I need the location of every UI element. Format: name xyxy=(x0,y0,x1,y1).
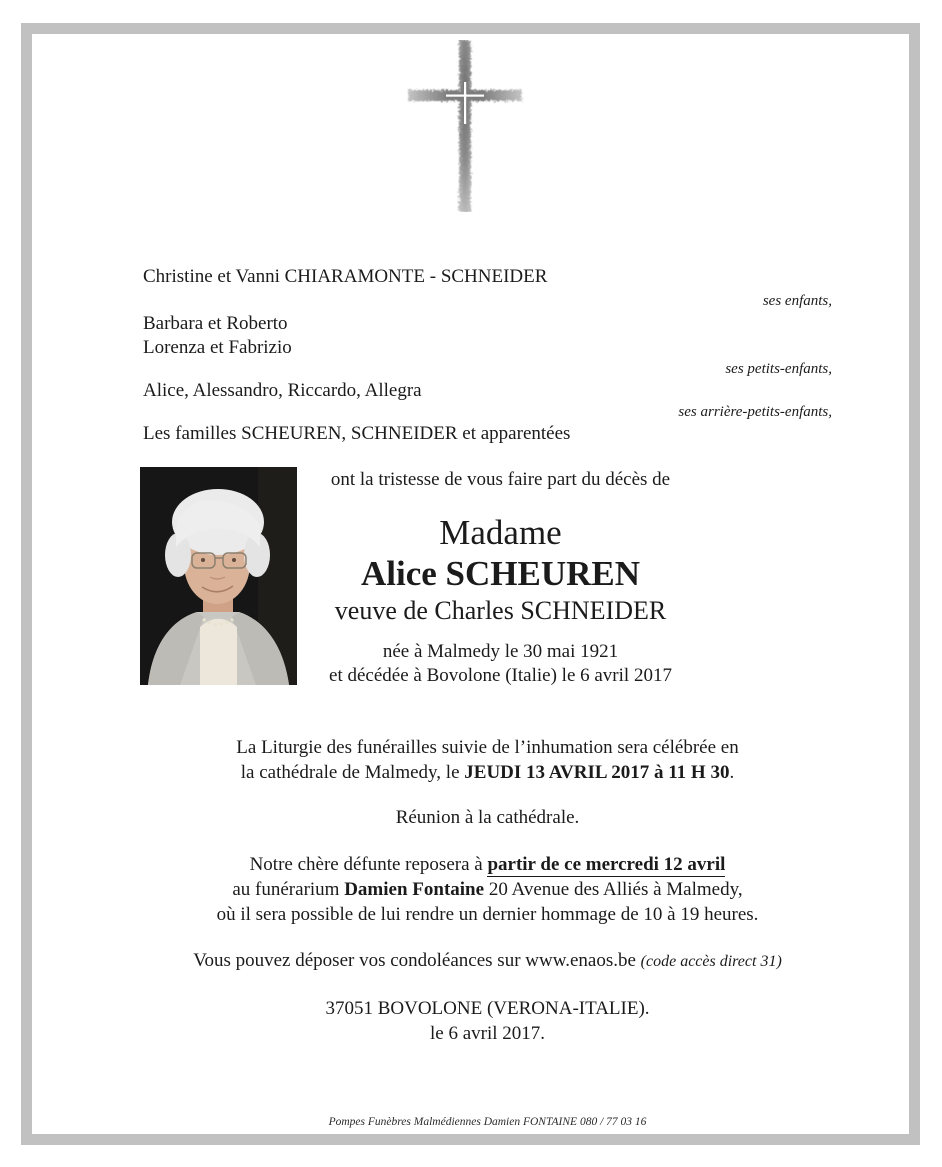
liturgy-line-1: La Liturgie des funérailles suivie de l’inhumation sera célébrée en xyxy=(236,737,739,758)
announcement-section xyxy=(92,467,909,688)
liturgy-paragraph xyxy=(143,735,832,785)
location-city: 37051 BOVOLONE (VERONA-ITALIE). xyxy=(325,998,650,1019)
death-line: et décédée à Bovolone (Italie) le 6 avril 2017 xyxy=(329,665,672,686)
meeting-paragraph xyxy=(143,805,832,830)
grandchildren-label: ses petits-enfants, xyxy=(725,361,832,377)
liturgy-line-2-suffix: . xyxy=(729,762,735,783)
children-names: Christine et Vanni CHIARAMONTE - SCHNEIDER xyxy=(143,266,548,287)
funerarium-prefix: au funérarium xyxy=(232,879,345,900)
funerarium-suffix: 20 Avenue des Alliés à Malmedy, xyxy=(484,879,743,900)
liturgy-line-2-prefix: la cathédrale de Malmedy, le xyxy=(240,762,465,783)
funeral-home-footer xyxy=(143,1115,832,1130)
repose-line-2 xyxy=(143,877,832,902)
condolences-prefix: Vous pouvez déposer vos condoléances sur xyxy=(193,950,526,971)
families-line: Les familles SCHEUREN, SCHNEIDER et apparentées xyxy=(143,423,571,444)
liturgy-line-2 xyxy=(143,760,832,785)
great-grandchildren-label: ses arrière-petits-enfants, xyxy=(678,404,832,420)
children-label: ses enfants, xyxy=(762,293,832,309)
condolences-paragraph xyxy=(143,948,832,974)
repose-paragraph xyxy=(143,852,832,927)
repose-date-underlined: partir de ce mercredi 12 avril xyxy=(487,854,726,875)
condolences-line xyxy=(143,948,832,974)
christian-cross-icon xyxy=(385,40,545,212)
repose-prefix: Notre chère défunte reposera à xyxy=(249,854,488,875)
widow-of-line: veuve de Charles SCHNEIDER xyxy=(334,596,667,625)
repose-line-1 xyxy=(143,852,832,877)
announcement-intro: ont la tristesse de vous faire part du décès de xyxy=(330,469,671,490)
website-text: www.enaos.be xyxy=(525,950,636,971)
liturgy-date-bold: JEUDI 13 AVRIL 2017 à 11 H 30 xyxy=(464,762,730,783)
family-section xyxy=(143,265,832,445)
location-paragraph xyxy=(143,996,832,1046)
grandchildren-names-2: Lorenza et Fabrizio xyxy=(143,337,292,358)
document-frame xyxy=(21,23,920,1145)
birth-line: née à Malmedy le 30 mai 1921 xyxy=(382,641,619,662)
repose-line-3: où il sera possible de lui rendre un dernier hommage de 10 à 19 heures. xyxy=(216,904,759,925)
deceased-name: Alice SCHEUREN xyxy=(360,554,641,593)
location-date: le 6 avril 2017. xyxy=(429,1023,546,1044)
announcement-page xyxy=(32,34,909,1134)
grandchildren-names-1: Barbara et Roberto xyxy=(143,313,288,334)
funerarium-name-bold: Damien Fontaine xyxy=(344,879,485,900)
meeting-line: Réunion à la cathédrale. xyxy=(395,807,580,828)
access-code-text: (code accès direct 31) xyxy=(640,953,782,970)
deceased-title: Madame xyxy=(439,513,562,552)
funeral-home-line: Pompes Funèbres Malmédiennes Damien FONTAINE 080 / 77 03 16 xyxy=(328,1116,647,1128)
great-grandchildren-names: Alice, Alessandro, Riccardo, Allegra xyxy=(143,380,422,401)
